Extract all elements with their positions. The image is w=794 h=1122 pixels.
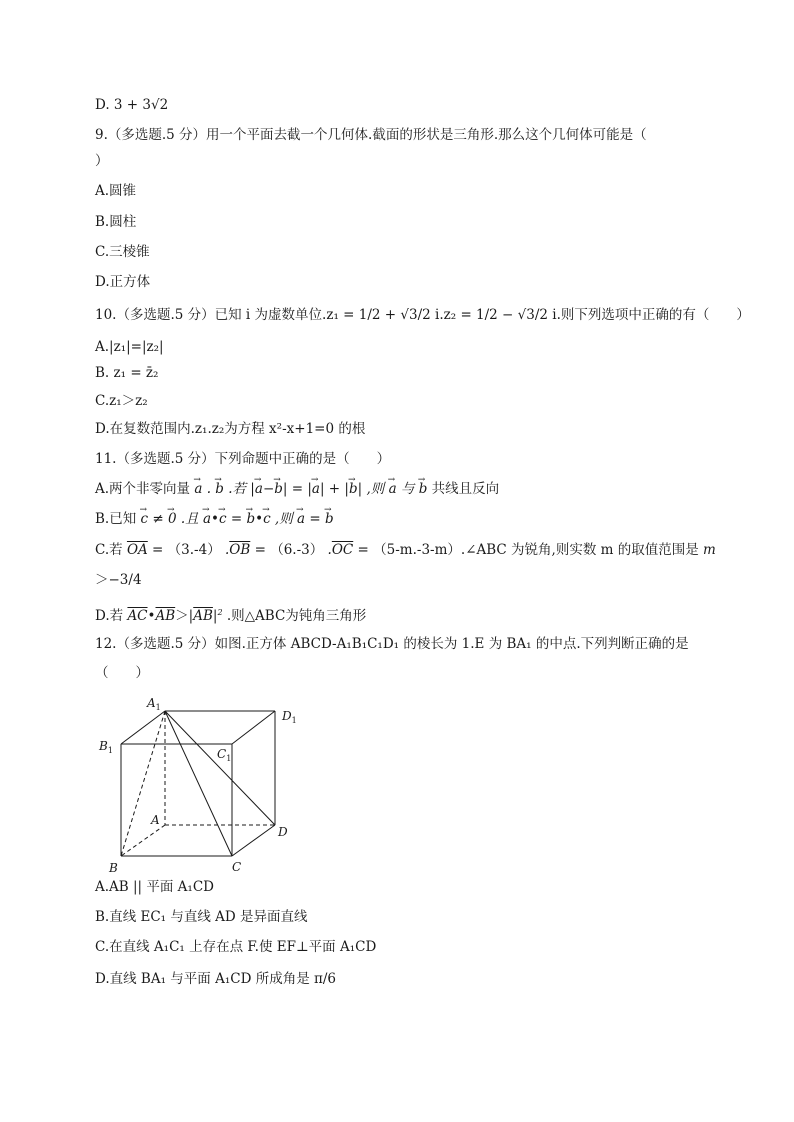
q12-stem-line1: 12.（多选题.5 分）如图.正方体 ABCD-A₁B₁C₁D₁ 的棱长为 1.E 为 BA₁ 的中点.下列判断正确的是 (95, 636, 689, 652)
label-a1: $A_1$ (147, 696, 161, 712)
label-a: A (151, 813, 160, 827)
label-d1: $D_1$ (282, 709, 297, 725)
line-a1-d (165, 711, 275, 825)
q11-oa-value: （3.-4） (167, 542, 221, 558)
q9-option-a: A.圆锥 (95, 183, 137, 199)
q12-option-b: B.直线 EC₁ 与直线 AD 是异面直线 (95, 909, 308, 925)
q9-stem-line1: 9.（多选题.5 分）用一个平面去截一个几何体.截面的形状是三角形.那么这个几何体可能是（ (95, 127, 647, 143)
q10-stem-suffix: .则下列选项中正确的有（ ） (556, 307, 750, 323)
q12-option-a: A.AB || 平面 A₁CD (95, 879, 214, 895)
q10-stem-prefix: 10.（多选题.5 分）已知 i 为虚数单位. (95, 307, 327, 323)
label-d: D (278, 825, 288, 839)
q9-option-c: C.三棱锥 (95, 244, 150, 260)
q11-option-c: C.若 $\overline{OA} = (3.-4) .\overline{OB} = (6.-3) .\overline{OC}$ = （5-m.-3-m）.∠ABC 为锐角,则实数 m 的取值范围是 m (95, 542, 716, 558)
label-c1: $C_1$ (217, 747, 232, 763)
edge-c-d (232, 825, 275, 856)
line-a1-c (165, 711, 232, 856)
label-c: C (232, 860, 242, 874)
q10-z1: z₁ = 1/2 + √3/2 i (326, 307, 440, 323)
q11-option-c-line2: ＞−3/4 (95, 572, 142, 588)
q11-option-a-prefix: A.两个非零向量 (95, 481, 191, 497)
q9-option-d: D.正方体 (95, 274, 151, 290)
q12-stem-line2: （ ） (95, 665, 149, 681)
edge-d1-c1 (232, 711, 275, 744)
q11-option-d-suffix: 则△ABC为钝角三角形 (231, 608, 367, 624)
q11-stem: 11.（多选题.5 分）下列命题中正确的是（ ） (95, 451, 391, 467)
q11-option-d-prefix: D.若 (95, 608, 124, 624)
q10-option-a: A.|z₁|=|z₂| (95, 339, 164, 355)
q10-option-b: B. z₁ = z̄₂ (95, 365, 159, 381)
q10-z2: z₂ = 1/2 − √3/2 i (443, 307, 557, 323)
q12-option-d: D.直线 BA₁ 与平面 A₁CD 所成角是 π/6 (95, 971, 336, 987)
q12-cube-figure (95, 690, 315, 880)
q11-ob-value: （6.-3） (270, 542, 324, 558)
q12-option-c: C.在直线 A₁C₁ 上存在点 F.使 EF⊥平面 A₁CD (95, 939, 377, 955)
q11-oc-value: （5-m.-3-m） (373, 542, 461, 558)
q11-option-c-prefix: C.若 (95, 542, 123, 558)
q9-option-b: B.圆柱 (95, 214, 137, 230)
q8-option-d: D. 3 + 3√2 (95, 97, 169, 113)
q10-option-c: C.z₁＞z₂ (95, 393, 148, 409)
q11-option-d: D.若 $\overline{AC}•\overline{AB}>|\overline{AB}|^2$ .则△ABC为钝角三角形 (95, 608, 367, 624)
q9-stem-line2: ） (95, 153, 109, 169)
q11-option-a-suffix: 共线且反向 (431, 481, 500, 497)
q10-option-d: D.在复数范围内.z₁.z₂为方程 x²-x+1=0 的根 (95, 421, 366, 437)
q10-stem: 10.（多选题.5 分）已知 i 为虚数单位.z₁ = 1/2 + √3/2 i.z₂ = 1/2 − √3/2 i.则下列选项中正确的有（ ） (95, 307, 750, 323)
edge-a-b (121, 825, 165, 856)
q11-option-b-prefix: B.已知 (95, 511, 137, 527)
q11-option-c-middle: ∠ABC 为锐角,则实数 m 的取值范围是 (465, 542, 699, 558)
q11-option-b: B.已知 → c ≠ → 0 .且 → a•→ c = → b•→ c ,则 → a = → b (95, 510, 334, 528)
label-b1: $B_1$ (99, 739, 113, 755)
q11-option-a: A.两个非零向量 → a . → b .若 |→ a−→ b| = |→ a| + |→ b| ,则 → a 与 → b 共线且反向 (95, 480, 499, 498)
label-b: B (109, 861, 118, 875)
edge-a1-b1 (121, 711, 165, 744)
line-a1-b (121, 711, 165, 856)
